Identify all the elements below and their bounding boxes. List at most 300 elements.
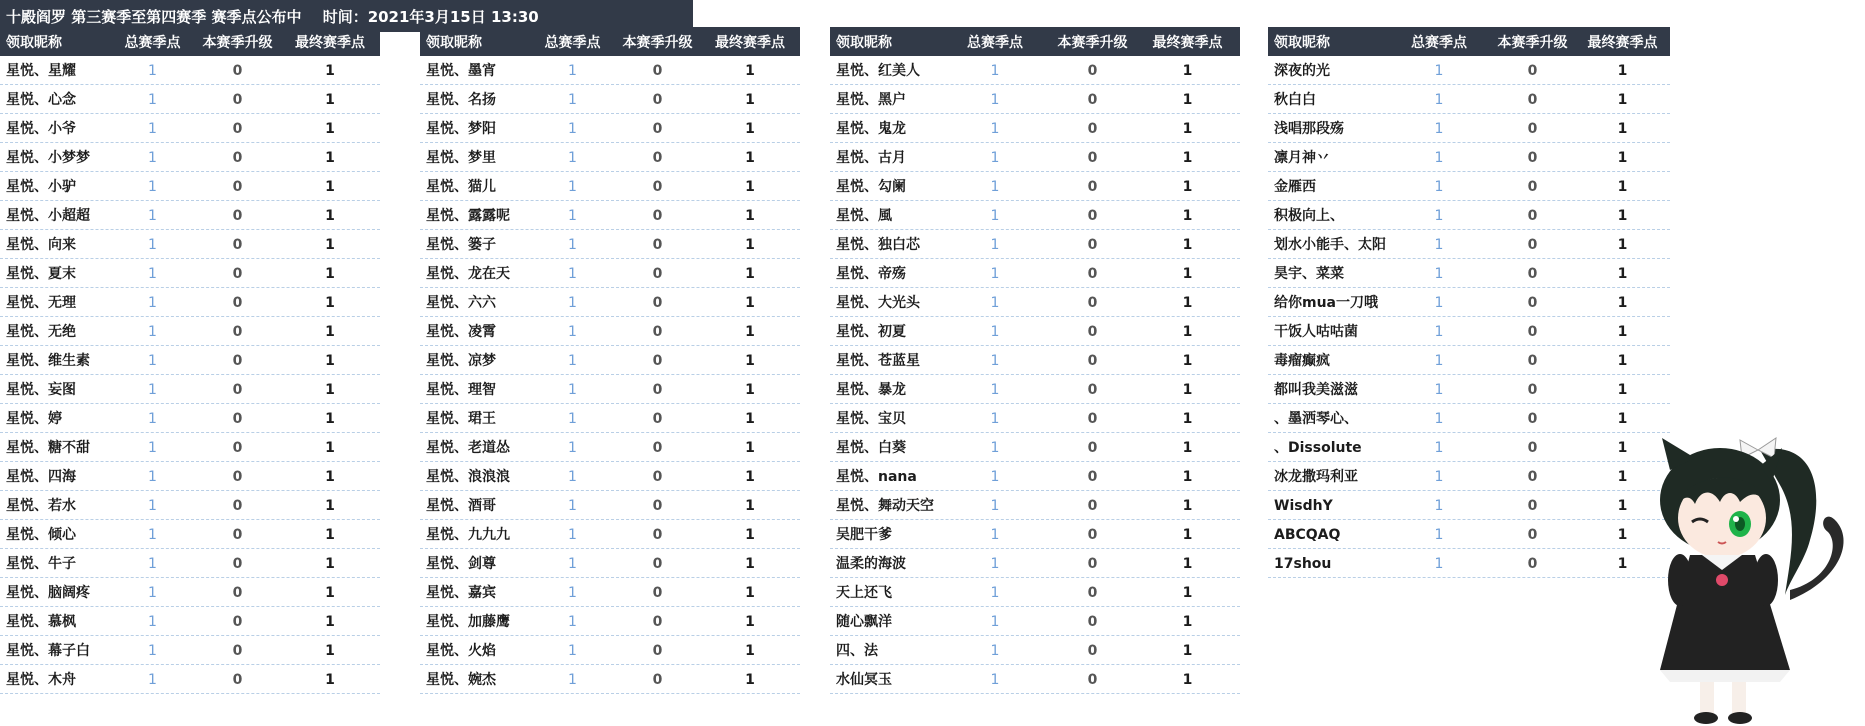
table-row	[420, 143, 800, 172]
cell-upgrade: 0	[1087, 585, 1098, 601]
cell-nickname: 星悦、龙在天	[426, 266, 510, 282]
cell-nickname: 星悦、黑户	[836, 92, 906, 108]
cell-nickname: 星悦、老道怂	[426, 440, 510, 456]
table-row	[830, 665, 1240, 694]
cell-total: 1	[148, 498, 157, 514]
cell-total: 1	[148, 672, 157, 688]
cell-upgrade: 0	[1527, 353, 1538, 369]
cell-nickname: 星悦、梦阳	[426, 121, 496, 137]
cell-nickname: 星悦、加藤鹰	[426, 614, 510, 630]
cell-total: 1	[148, 527, 157, 543]
cell-nickname: 昊宇、菜菜	[1274, 266, 1344, 282]
cell-nickname: 星悦、凌霄	[426, 324, 496, 340]
cell-nickname: 星悦、九九九	[426, 527, 510, 543]
cell-final: 1	[745, 150, 755, 166]
cell-nickname: 星悦、倾心	[6, 527, 76, 543]
cell-final: 1	[1182, 237, 1193, 253]
cell-total: 1	[568, 121, 577, 137]
cell-nickname: 星悦、独白芯	[836, 237, 920, 253]
cell-total: 1	[148, 469, 157, 485]
table-row	[830, 201, 1240, 230]
cell-upgrade: 0	[232, 63, 243, 79]
cell-nickname: 星悦、nana	[836, 469, 917, 485]
cell-final: 1	[325, 266, 335, 282]
table-row	[0, 462, 380, 491]
cell-nickname: 深夜的光	[1274, 63, 1330, 79]
cell-upgrade: 0	[232, 324, 243, 340]
column-header-upgrade: 本赛季升级	[1057, 35, 1128, 51]
table-row	[420, 259, 800, 288]
cell-final: 1	[745, 527, 755, 543]
table-row	[1268, 520, 1670, 549]
cell-nickname: 都叫我美滋滋	[1274, 382, 1358, 398]
cell-upgrade: 0	[232, 498, 243, 514]
cell-total: 1	[148, 382, 157, 398]
cell-total: 1	[990, 498, 1000, 514]
table-row	[1268, 172, 1670, 201]
table-row	[830, 85, 1240, 114]
cell-nickname: 星悦、苍蓝星	[836, 353, 920, 369]
table-row	[0, 578, 380, 607]
cell-upgrade: 0	[1087, 353, 1098, 369]
cell-total: 1	[568, 63, 577, 79]
cell-final: 1	[325, 556, 335, 572]
cell-nickname: WisdhY	[1274, 498, 1333, 514]
cell-nickname: 星悦、露露呢	[426, 208, 510, 224]
cell-nickname: 吴肥干爹	[836, 527, 892, 543]
cell-total: 1	[148, 295, 157, 311]
cell-final: 1	[745, 614, 755, 630]
cell-upgrade: 0	[1087, 643, 1098, 659]
column-header-name: 领取昵称	[6, 35, 62, 51]
cell-upgrade: 0	[232, 527, 243, 543]
cell-nickname: 划水小能手、太阳	[1274, 237, 1386, 253]
table-row	[1268, 317, 1670, 346]
cell-final: 1	[1182, 179, 1193, 195]
cell-upgrade: 0	[652, 179, 663, 195]
cell-nickname: 星悦、牛子	[6, 556, 76, 572]
cell-final: 1	[325, 672, 335, 688]
cell-upgrade: 0	[1087, 208, 1098, 224]
table-row	[830, 172, 1240, 201]
cell-nickname: 星悦、脑阔疼	[6, 585, 90, 601]
table-row	[0, 665, 380, 694]
cell-upgrade: 0	[652, 121, 663, 137]
cell-upgrade: 0	[1527, 382, 1538, 398]
cell-total: 1	[1434, 382, 1444, 398]
cell-nickname: 星悦、墨宵	[426, 63, 496, 79]
cell-total: 1	[568, 411, 577, 427]
table-row	[1268, 346, 1670, 375]
cell-nickname: 星悦、小驴	[6, 179, 76, 195]
cell-final: 1	[1182, 121, 1193, 137]
cell-nickname: 星悦、红美人	[836, 63, 920, 79]
cell-total: 1	[990, 324, 1000, 340]
table-row	[1268, 143, 1670, 172]
cell-nickname: 17shou	[1274, 556, 1332, 572]
cell-total: 1	[1434, 92, 1444, 108]
cell-total: 1	[568, 614, 577, 630]
cell-upgrade: 0	[1087, 150, 1098, 166]
cell-upgrade: 0	[652, 295, 663, 311]
cell-upgrade: 0	[1527, 527, 1538, 543]
table-row	[830, 491, 1240, 520]
cell-upgrade: 0	[232, 121, 243, 137]
points-table-3	[830, 27, 1240, 694]
cell-nickname: 四、法	[836, 643, 878, 659]
cell-nickname: 星悦、古月	[836, 150, 906, 166]
cell-upgrade: 0	[652, 208, 663, 224]
cell-upgrade: 0	[232, 411, 243, 427]
cell-total: 1	[990, 469, 1000, 485]
table-row	[420, 607, 800, 636]
cell-total: 1	[568, 295, 577, 311]
table-row	[420, 433, 800, 462]
cell-final: 1	[1182, 266, 1193, 282]
mascot-illustration	[1640, 430, 1860, 726]
cell-upgrade: 0	[1087, 469, 1098, 485]
cell-total: 1	[1434, 295, 1444, 311]
cell-final: 1	[1617, 121, 1628, 137]
table-row	[0, 404, 380, 433]
cell-nickname: 星悦、妄图	[6, 382, 76, 398]
cell-nickname: 星悦、酒哥	[426, 498, 496, 514]
cell-final: 1	[745, 295, 755, 311]
cell-final: 1	[1617, 237, 1628, 253]
cell-total: 1	[990, 237, 1000, 253]
table-row	[830, 143, 1240, 172]
cell-upgrade: 0	[652, 614, 663, 630]
cell-final: 1	[1617, 440, 1628, 456]
cell-nickname: 星悦、无理	[6, 295, 76, 311]
cell-final: 1	[745, 237, 755, 253]
column-header-total: 总赛季点	[967, 35, 1023, 51]
cell-total: 1	[1434, 411, 1444, 427]
cell-upgrade: 0	[652, 527, 663, 543]
cell-upgrade: 0	[652, 382, 663, 398]
table-row	[420, 317, 800, 346]
cell-final: 1	[1182, 440, 1193, 456]
column-header-final: 最终赛季点	[1152, 35, 1223, 51]
cell-total: 1	[990, 614, 1000, 630]
cell-total: 1	[568, 150, 577, 166]
table-row	[830, 288, 1240, 317]
cell-nickname: 星悦、浪浪浪	[426, 469, 510, 485]
column-header-name: 领取昵称	[836, 35, 892, 51]
cell-upgrade: 0	[652, 643, 663, 659]
cell-total: 1	[990, 585, 1000, 601]
cell-final: 1	[325, 179, 335, 195]
table-row	[1268, 201, 1670, 230]
cell-nickname: 星悦、帝殇	[836, 266, 906, 282]
cell-upgrade: 0	[232, 643, 243, 659]
cell-nickname: 星悦、维生素	[6, 353, 90, 369]
cell-nickname: 星悦、凉梦	[426, 353, 496, 369]
cell-nickname: 星悦、宝贝	[836, 411, 906, 427]
cell-final: 1	[325, 208, 335, 224]
cell-total: 1	[568, 527, 577, 543]
cell-upgrade: 0	[1087, 295, 1098, 311]
cell-nickname: 金雁西	[1274, 179, 1316, 195]
cell-nickname: 星悦、初夏	[836, 324, 906, 340]
cell-upgrade: 0	[232, 266, 243, 282]
cell-nickname: 天上还飞	[836, 585, 892, 601]
cell-final: 1	[325, 643, 335, 659]
cell-final: 1	[1617, 382, 1628, 398]
table-row	[420, 520, 800, 549]
cell-total: 1	[148, 440, 157, 456]
cell-final: 1	[1617, 295, 1628, 311]
cell-upgrade: 0	[652, 266, 663, 282]
cell-upgrade: 0	[1527, 324, 1538, 340]
announcement-title: 十殿阎罗 第三赛季至第四赛季 赛季点公布中	[6, 8, 302, 26]
cell-total: 1	[1434, 469, 1444, 485]
cell-final: 1	[745, 63, 755, 79]
cell-upgrade: 0	[1527, 266, 1538, 282]
table-row	[420, 549, 800, 578]
cell-nickname: 水仙冥玉	[836, 672, 892, 688]
cell-final: 1	[1182, 411, 1193, 427]
cell-final: 1	[325, 295, 335, 311]
cell-upgrade: 0	[232, 237, 243, 253]
cell-upgrade: 0	[1527, 440, 1538, 456]
cell-nickname: 星悦、火焰	[426, 643, 496, 659]
cell-upgrade: 0	[232, 614, 243, 630]
table-row	[1268, 375, 1670, 404]
cell-upgrade: 0	[1087, 672, 1098, 688]
table-row	[0, 85, 380, 114]
cell-total: 1	[990, 266, 1000, 282]
cell-upgrade: 0	[652, 411, 663, 427]
cell-total: 1	[568, 556, 577, 572]
table-row	[830, 549, 1240, 578]
points-table-1	[0, 27, 380, 694]
cell-final: 1	[325, 498, 335, 514]
column-header-name: 领取昵称	[426, 35, 482, 51]
cell-final: 1	[1617, 92, 1628, 108]
cell-final: 1	[745, 121, 755, 137]
cell-final: 1	[325, 324, 335, 340]
table-row	[0, 375, 380, 404]
cell-nickname: 积极向上、	[1274, 208, 1344, 224]
cell-upgrade: 0	[1087, 121, 1098, 137]
cell-total: 1	[990, 527, 1000, 543]
table-row	[830, 404, 1240, 433]
cell-total: 1	[568, 208, 577, 224]
column-header-total: 总赛季点	[544, 35, 601, 51]
cell-upgrade: 0	[652, 237, 663, 253]
cell-total: 1	[1434, 527, 1444, 543]
cell-total: 1	[1434, 63, 1444, 79]
cell-total: 1	[568, 324, 577, 340]
points-table-2	[420, 27, 800, 694]
table-row	[0, 346, 380, 375]
cell-upgrade: 0	[652, 556, 663, 572]
cell-upgrade: 0	[652, 469, 663, 485]
cell-total: 1	[568, 237, 577, 253]
cell-final: 1	[325, 353, 335, 369]
cell-total: 1	[148, 556, 157, 572]
cell-total: 1	[1434, 556, 1444, 572]
table-row	[830, 607, 1240, 636]
cell-final: 1	[1617, 179, 1628, 195]
cell-upgrade: 0	[1527, 411, 1538, 427]
cell-nickname: 随心飘洋	[836, 614, 892, 630]
table-row	[1268, 259, 1670, 288]
table-row	[420, 404, 800, 433]
cell-final: 1	[325, 411, 335, 427]
cell-upgrade: 0	[1527, 63, 1538, 79]
cell-total: 1	[990, 295, 1000, 311]
cell-nickname: 星悦、夏末	[6, 266, 76, 282]
cell-upgrade: 0	[1527, 179, 1538, 195]
cell-total: 1	[990, 672, 1000, 688]
cell-total: 1	[990, 150, 1000, 166]
cell-total: 1	[148, 237, 157, 253]
cell-total: 1	[990, 643, 1000, 659]
cell-upgrade: 0	[1087, 440, 1098, 456]
cell-final: 1	[745, 672, 755, 688]
cell-final: 1	[745, 208, 755, 224]
cell-upgrade: 0	[652, 672, 663, 688]
table-header	[1268, 27, 1670, 56]
cell-nickname: 星悦、暴龙	[836, 382, 906, 398]
cell-upgrade: 0	[232, 585, 243, 601]
table-row	[1268, 288, 1670, 317]
table-row	[830, 636, 1240, 665]
cell-upgrade: 0	[652, 324, 663, 340]
cell-final: 1	[1617, 527, 1628, 543]
cell-final: 1	[1617, 469, 1628, 485]
cell-total: 1	[568, 353, 577, 369]
cell-upgrade: 0	[1087, 179, 1098, 195]
cell-total: 1	[568, 469, 577, 485]
cell-final: 1	[1182, 295, 1193, 311]
cell-upgrade: 0	[232, 92, 243, 108]
table-row	[1268, 230, 1670, 259]
cell-nickname: 、墨洒琴心、	[1274, 411, 1358, 427]
cell-total: 1	[148, 324, 157, 340]
cell-nickname: 干饭人咕咕菌	[1274, 324, 1358, 340]
cell-nickname: 星悦、木舟	[6, 672, 76, 688]
table-row	[420, 201, 800, 230]
table-row	[0, 317, 380, 346]
cell-nickname: 星悦、風	[836, 208, 892, 224]
cell-final: 1	[745, 411, 755, 427]
cell-nickname: 星悦、小爷	[6, 121, 76, 137]
cell-final: 1	[1182, 353, 1193, 369]
cell-nickname: 星悦、向来	[6, 237, 76, 253]
cell-nickname: 凛月神丷	[1274, 150, 1330, 166]
table-row	[830, 520, 1240, 549]
table-row	[1268, 549, 1670, 578]
cell-upgrade: 0	[1087, 498, 1098, 514]
cell-total: 1	[990, 353, 1000, 369]
cell-total: 1	[568, 266, 577, 282]
table-row	[420, 578, 800, 607]
cell-total: 1	[148, 121, 157, 137]
cell-final: 1	[1617, 556, 1628, 572]
cell-upgrade: 0	[1087, 556, 1098, 572]
cell-nickname: 星悦、心念	[6, 92, 76, 108]
cell-final: 1	[1182, 382, 1193, 398]
cell-upgrade: 0	[1527, 469, 1538, 485]
cell-nickname: 星悦、嘉宾	[426, 585, 496, 601]
table-row	[830, 230, 1240, 259]
table-row	[0, 288, 380, 317]
table-row	[1268, 491, 1670, 520]
cell-upgrade: 0	[652, 150, 663, 166]
table-row	[0, 56, 380, 85]
table-row	[830, 346, 1240, 375]
table-row	[830, 578, 1240, 607]
cell-total: 1	[990, 208, 1000, 224]
cell-upgrade: 0	[1087, 527, 1098, 543]
cell-final: 1	[745, 556, 755, 572]
cell-nickname: 星悦、理智	[426, 382, 496, 398]
cell-total: 1	[990, 382, 1000, 398]
column-header-upgrade: 本赛季升级	[1497, 35, 1568, 51]
cell-final: 1	[1182, 585, 1193, 601]
table-row	[830, 317, 1240, 346]
cell-total: 1	[1434, 324, 1444, 340]
cell-total: 1	[148, 585, 157, 601]
cell-upgrade: 0	[1087, 614, 1098, 630]
cell-final: 1	[1182, 643, 1193, 659]
cell-final: 1	[325, 440, 335, 456]
cell-final: 1	[745, 92, 755, 108]
table-row	[0, 114, 380, 143]
table-header	[420, 27, 800, 56]
cell-nickname: 星悦、小梦梦	[6, 150, 90, 166]
table-row	[830, 433, 1240, 462]
column-header-total: 总赛季点	[1411, 35, 1467, 51]
table-row	[1268, 85, 1670, 114]
cell-final: 1	[1617, 411, 1628, 427]
column-header-total: 总赛季点	[124, 35, 181, 51]
cell-final: 1	[1617, 353, 1628, 369]
cell-final: 1	[745, 353, 755, 369]
table-row	[420, 114, 800, 143]
table-row	[0, 201, 380, 230]
column-header-final: 最终赛季点	[715, 35, 785, 51]
cell-upgrade: 0	[232, 295, 243, 311]
cell-total: 1	[990, 92, 1000, 108]
cell-total: 1	[990, 411, 1000, 427]
cell-nickname: 星悦、幕子白	[6, 643, 90, 659]
table-row	[830, 462, 1240, 491]
cell-final: 1	[745, 266, 755, 282]
cell-upgrade: 0	[232, 208, 243, 224]
cell-final: 1	[1617, 498, 1628, 514]
cell-total: 1	[568, 179, 577, 195]
cell-final: 1	[1182, 498, 1193, 514]
cell-upgrade: 0	[1527, 237, 1538, 253]
cell-upgrade: 0	[1087, 92, 1098, 108]
table-row	[420, 375, 800, 404]
cell-upgrade: 0	[1527, 92, 1538, 108]
table-row	[420, 56, 800, 85]
cell-upgrade: 0	[1527, 498, 1538, 514]
cell-upgrade: 0	[1087, 411, 1098, 427]
cell-final: 1	[745, 469, 755, 485]
cell-nickname: 星悦、舞动天空	[836, 498, 934, 514]
table-row	[0, 491, 380, 520]
cell-nickname: 星悦、星耀	[6, 63, 76, 79]
column-header-upgrade: 本赛季升级	[202, 35, 273, 51]
cell-final: 1	[1182, 150, 1193, 166]
table-row	[420, 230, 800, 259]
